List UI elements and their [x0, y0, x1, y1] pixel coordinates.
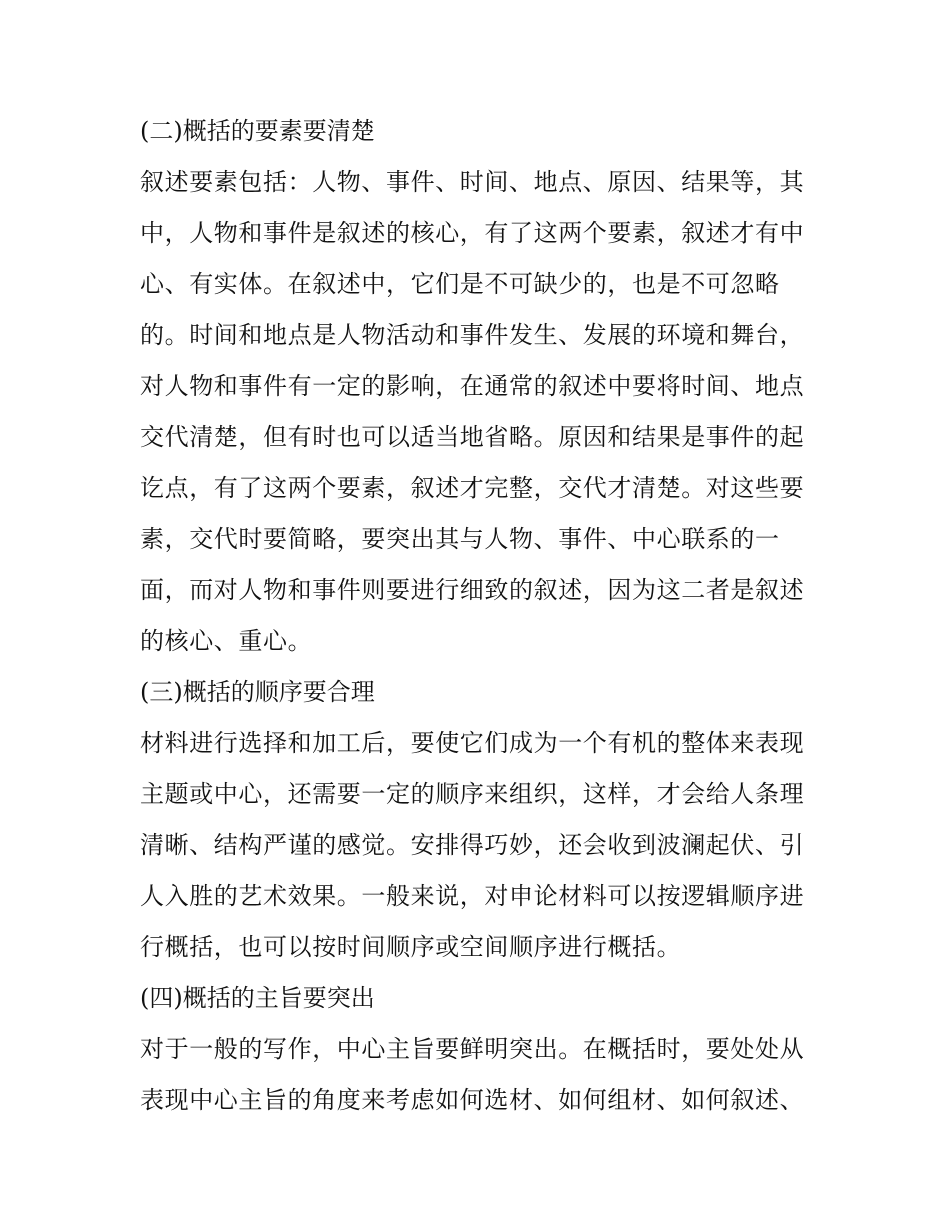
paragraph-line: 交代清楚，但有时也可以适当地省略。原因和结果是事件的起 — [140, 423, 805, 451]
paragraph-line: 对于一般的写作，中心主旨要鲜明突出。在概括时，要处处从 — [140, 1035, 805, 1063]
paragraph-line: 材料进行选择和加工后，要使它们成为一个有机的整体来表现 — [140, 729, 805, 757]
paragraph-line: 讫点，有了这两个要素，叙述才完整，交代才清楚。对这些要 — [140, 474, 805, 502]
paragraph-line: 人入胜的艺术效果。一般来说，对申论材料可以按逻辑顺序进 — [140, 882, 805, 910]
paragraph-line: 的核心、重心。 — [140, 627, 313, 655]
paragraph-line: 叙述要素包括：人物、事件、时间、地点、原因、结果等，其 — [140, 168, 805, 196]
section-heading-4: (四)概括的主旨要突出 — [140, 984, 375, 1012]
paragraph-line: 素，交代时要简略，要突出其与人物、事件、中心联系的一 — [140, 525, 780, 553]
section-heading-3: (三)概括的顺序要合理 — [140, 678, 375, 706]
paragraph-line: 心、有实体。在叙述中，它们是不可缺少的，也是不可忽略 — [140, 270, 780, 298]
paragraph-line: 面，而对人物和事件则要进行细致的叙述，因为这二者是叙述 — [140, 576, 805, 604]
paragraph-line: 中，人物和事件是叙述的核心，有了这两个要素，叙述才有中 — [140, 219, 805, 247]
paragraph-line: 主题或中心，还需要一定的顺序来组织，这样，才会给人条理 — [140, 780, 805, 808]
paragraph-line: 行概括，也可以按时间顺序或空间顺序进行概括。 — [140, 933, 682, 961]
section-heading-2: (二)概括的要素要清楚 — [140, 117, 375, 145]
paragraph-line: 清晰、结构严谨的感觉。安排得巧妙，还会收到波澜起伏、引 — [140, 831, 805, 859]
document-body — [140, 106, 820, 1126]
paragraph-line: 的。时间和地点是人物活动和事件发生、发展的环境和舞台， — [140, 321, 805, 349]
paragraph-line: 表现中心主旨的角度来考虑如何选材、如何组材、如何叙述、 — [140, 1086, 805, 1114]
paragraph-line: 对人物和事件有一定的影响，在通常的叙述中要将时间、地点 — [140, 372, 805, 400]
